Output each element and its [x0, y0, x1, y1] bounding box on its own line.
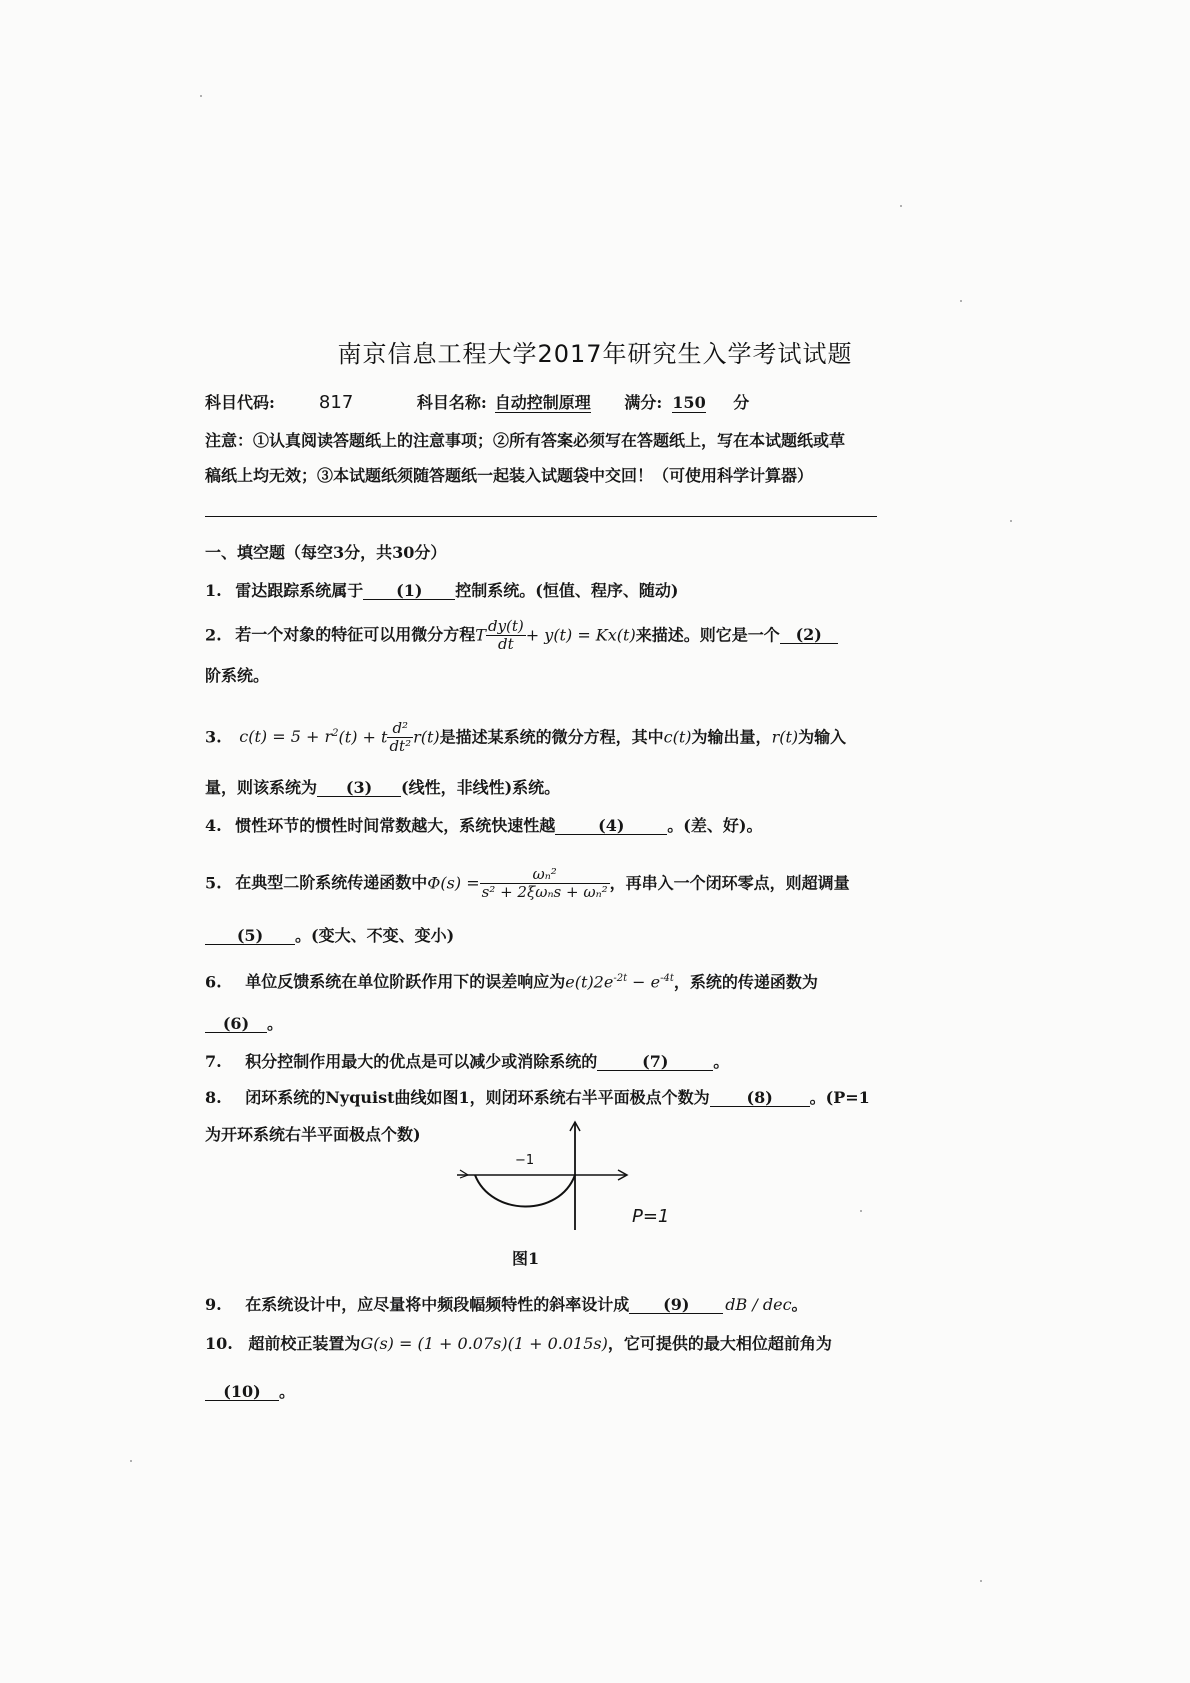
q5-text-c: 。(变大、不变、变小) [295, 926, 455, 945]
open-loop-poles-label: P=1 [632, 1206, 670, 1227]
q2-eq-num: dy(t) [487, 617, 524, 635]
q10-text-b: ，它可提供的最大相位超前角为 [607, 1334, 832, 1353]
q5-text-b: ，再串入一个闭环零点，则超调量 [609, 873, 850, 893]
q3-eq-den: dt² [389, 737, 412, 756]
subject-name: 自动控制原理 [494, 393, 591, 412]
scan-speck [860, 1210, 862, 1212]
question-10 [205, 1336, 885, 1352]
full-score-label: 满分: [624, 393, 663, 412]
q6-eq-sup2: -4t [660, 973, 674, 984]
q3-eq-c: r(t) [413, 727, 440, 747]
question-8 [205, 1090, 885, 1107]
scan-speck [130, 1460, 132, 1462]
scan-speck [960, 300, 962, 302]
q2-text-b: 来描述。则它是一个 [635, 625, 780, 645]
q7-text-a: 积分控制作用最大的优点是可以减少或消除系统的 [245, 1052, 598, 1071]
subject-code-label: 科目代码: [205, 393, 275, 412]
question-7 [205, 1054, 885, 1071]
q6-eq-a: e(t)2e [565, 972, 614, 992]
q4-text-a: 惯性环节的惯性时间常数越大，系统快速性越 [235, 816, 556, 835]
subject-code: 817 [318, 392, 354, 413]
q5-eq-phi: Φ(s) = [427, 873, 480, 893]
q3-eq-rt: r(t) [771, 727, 799, 747]
q6-continuation [205, 1016, 885, 1033]
q4-number: 4. [205, 816, 222, 835]
question-6 [205, 974, 885, 990]
q4-text-b: 。(差、好)。 [667, 816, 763, 835]
curve-arrow [460, 1170, 468, 1178]
question-9 [205, 1297, 885, 1314]
q7-number: 7. [205, 1052, 222, 1071]
q7-blank: (7) [597, 1054, 713, 1071]
q4-blank: (4) [555, 818, 667, 835]
q2-text-a: 若一个对象的特征可以用微分方程 [235, 625, 476, 645]
q6-text-c: 。 [267, 1014, 284, 1033]
q3-text-d: 量，则该系统为 [205, 778, 318, 797]
scan-speck [200, 95, 202, 97]
q9-blank: (9) [629, 1297, 723, 1314]
q8-number: 8. [205, 1088, 222, 1107]
q10-continuation [205, 1384, 885, 1401]
q3-blank: (3) [317, 780, 401, 797]
q9-text-b: 。 [791, 1295, 808, 1314]
q6-eq-sup1: -2t [613, 973, 628, 984]
minus-one-label: −1 [515, 1153, 535, 1168]
q9-number: 9. [205, 1295, 222, 1314]
q8-blank: (8) [710, 1090, 810, 1107]
q3-eq-a: c(t) = 5 + r [239, 727, 333, 747]
q3-eq-b: (t) + t [338, 727, 388, 747]
q8-text-a: 闭环系统的Nyquist曲线如图1，则闭环系统右半平面极点个数为 [245, 1088, 710, 1107]
question-2 [205, 618, 885, 654]
q2-eq-T: T [475, 625, 486, 645]
scan-speck [900, 205, 902, 207]
notice-line-2: 稿纸上均无效；③本试题纸须随答题纸一起装入试题袋中交回！（可使用科学计算器） [205, 466, 814, 485]
q3-eq-sup: 2 [332, 727, 339, 739]
figure-caption: 图1 [512, 1249, 540, 1268]
q6-blank: (6) [205, 1016, 267, 1033]
q7-text-b: 。 [713, 1052, 730, 1071]
q10-text-c: 。 [279, 1382, 296, 1401]
q9-text-a: 在系统设计中，应尽量将中频段幅频特性的斜率设计成 [245, 1295, 630, 1314]
question-4 [205, 818, 885, 835]
q2-continuation: 阶系统。 [205, 666, 270, 685]
q3-number: 3. [205, 727, 222, 747]
subject-name-label: 科目名称: [416, 393, 487, 412]
q2-blank: (2) [780, 627, 838, 644]
q5-blank: (5) [205, 928, 295, 945]
exam-title: 南京信息工程大学2017年研究生入学考试试题 [337, 340, 853, 368]
nyquist-figure [455, 1118, 655, 1233]
header-divider [205, 516, 877, 517]
q8-text-b: 。(P=1 [809, 1088, 870, 1107]
q5-transfer-function [480, 866, 610, 902]
question-3 [205, 720, 885, 756]
q3-text-a: 是描述某系统的微分方程，其中 [439, 727, 664, 747]
q3-second-derivative [387, 720, 413, 756]
q1-text-a: 雷达跟踪系统属于 [235, 581, 364, 600]
q3-text-e: (线性，非线性)系统。 [401, 778, 561, 797]
q5-text-a: 在典型二阶系统传递函数中 [235, 873, 428, 893]
q2-eq-rest: + y(t) = Kx(t) [525, 625, 636, 645]
q2-derivative [486, 618, 526, 654]
scan-speck [980, 1580, 982, 1582]
q5-eq-num: ωₙ² [480, 866, 610, 884]
q10-eq: G(s) = (1 + 0.07s)(1 + 0.015s) [360, 1334, 608, 1353]
score-unit: 分 [733, 393, 750, 412]
q5-eq-den: s² + 2ξωₙs + ωₙ² [481, 883, 608, 902]
q9-unit: dB / dec [725, 1295, 792, 1314]
q1-number: 1. [205, 581, 222, 600]
q6-text-a: 单位反馈系统在单位阶跃作用下的误差响应为 [245, 972, 566, 992]
nyquist-curve [475, 1175, 575, 1207]
q1-text-b: 控制系统。(恒值、程序、随动) [455, 581, 679, 600]
q10-number: 10. [205, 1334, 233, 1353]
notice-line-1: 注意：①认真阅读答题纸上的注意事项；②所有答案必须写在答题纸上，写在本试题纸或草 [205, 431, 846, 450]
q10-blank: (10) [205, 1384, 279, 1401]
q6-number: 6. [205, 972, 222, 992]
q6-eq-b: − e [627, 972, 661, 992]
question-5 [205, 866, 885, 902]
q5-number: 5. [205, 873, 222, 893]
full-score: 150 [672, 393, 706, 412]
q2-eq-den: dt [498, 635, 514, 654]
q3-eq-num: d² [387, 720, 413, 738]
q6-text-b: ，系统的传递函数为 [673, 972, 818, 992]
exam-info-row [205, 394, 885, 412]
q3-text-b: 为输出量， [691, 727, 772, 747]
q8-continuation: 为开环系统右半平面极点个数) [205, 1125, 421, 1144]
question-1 [205, 583, 885, 600]
q3-text-c: 为输入 [798, 727, 847, 747]
section-heading: 一、填空题（每空3分，共30分） [205, 543, 447, 562]
q3-continuation [205, 780, 885, 797]
q3-eq-ct: c(t) [663, 727, 692, 747]
q5-continuation [205, 928, 885, 945]
q10-text-a: 超前校正装置为 [248, 1334, 361, 1353]
q1-blank: (1) [363, 583, 455, 600]
q2-number: 2. [205, 625, 222, 645]
scan-speck [1010, 520, 1012, 522]
